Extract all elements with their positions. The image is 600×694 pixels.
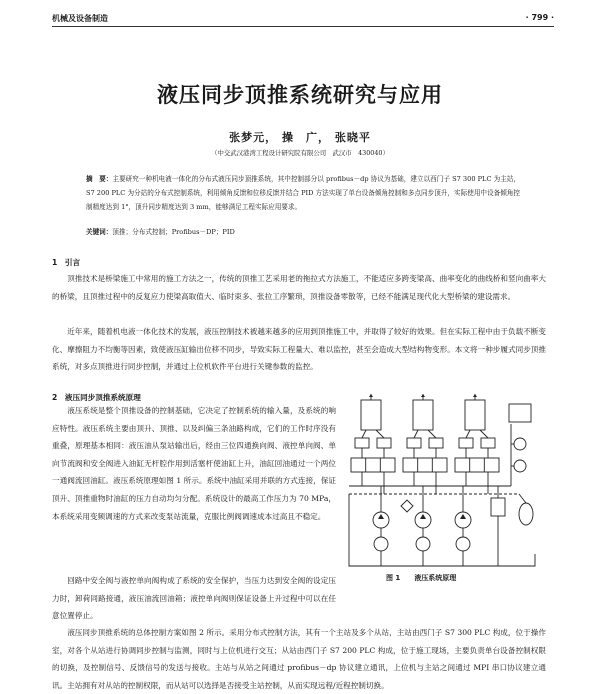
pressure-gauge-2: [514, 460, 526, 472]
check-valve-3: [407, 438, 421, 448]
keywords: [86, 226, 520, 236]
directional-valve-3: [455, 458, 499, 472]
abstract: [86, 172, 520, 214]
filter: [401, 500, 413, 512]
keywords-text: 顶推；分布式控制；Profibus－DP；PID: [112, 228, 235, 236]
principle-paragraph-1: 液压系统是整个顶推设备的控制基础，它决定了控制系统的输入量，及系统的响应特性。液压系统主要由顶升、顶推、以及纠偏三条油路构成，它们的工作时序没有重叠，原理基本相同：液压油从泵站输出后，经由三位四通换向阀、液控单向阀、单向节流阀和安全阀进入油缸无杆腔作用到活塞杆使油缸上升，油缸回油通过一个两位一通阀流回油缸。液压系统原理如图 1 所示。系统中油缸采用并联的方式连接，保证顶升、顶推重物时油缸的压力自动均匀分配。系统设计的最高工作压力为 70 MPa，本系统采用变频调速的方式来改变泵站流量，克服比例阀调速成本过高且不稳定。: [52, 406, 336, 521]
intro-paragraph-2: 近年来，随着机电液一体化技术的发展，液压控制技术被越来越多的应用到顶推施工中，并取得了较好的效果。但在实际工程中由于负载不断变化、摩擦阻力不均衡等因素，致使液压缸输出位移不同步，导致实际工程量大、难以监控，甚至会造成大型结构物变形。本文将一种步履式同步顶推系统，对多点顶推进行同步控制，并通过上位机软件平台进行关键参数的监控。: [52, 327, 546, 371]
oil-tank: [349, 554, 535, 566]
keywords-label: 关键词：: [86, 228, 113, 236]
accumulator: [519, 503, 533, 525]
directional-valve-1: [351, 458, 395, 472]
hydraulic-cylinder-1: [361, 400, 381, 430]
figure-caption-text: 液压系统原理: [414, 574, 457, 582]
header-rule: [52, 26, 554, 27]
motor-1: [374, 537, 388, 551]
journal-name: 机械及设备制造: [52, 14, 108, 23]
hydraulic-cylinder-4: [509, 404, 531, 422]
hydraulic-cylinder-2: [413, 400, 433, 430]
check-valve-6: [481, 438, 495, 448]
hydraulic-schematic-figure: [341, 394, 543, 570]
check-valve-1: [355, 438, 369, 448]
abstract-label: 摘 要：: [86, 175, 113, 183]
motor-3: [456, 537, 470, 551]
paper-title: 液压同步顶推系统研究与应用: [157, 82, 443, 107]
authors: 张梦元， 操 广， 张晓平: [229, 131, 371, 144]
relief-valve: [491, 498, 505, 516]
principle-paragraph-2: 回路中安全阀与液控单向阀构成了系统的安全保护，当压力达到安全阀的设定压力时，卸荷同路接通，液压油流回油箱；液控单向阀则保证设备上升过程中可以在任意位置停止。: [52, 576, 336, 621]
affiliation: （中交武汉港湾工程设计研究院有限公司 武汉市 430040）: [211, 149, 389, 157]
figure-label: 图 1: [386, 574, 401, 582]
intro-paragraph-1: 顶推技术是桥梁施工中常用的施工方法之一，传统的顶推工艺采用老的拖拉式方法施工，不能适应多跨变梁高、曲率变化的曲线桥和竖向曲率大的桥梁，且顶推过程中的反复应力使梁高取值大、临时束多、张拉工序繁琐，顶推设备零散等，已经不能满足现代化大型桥梁的建设需求。: [52, 274, 546, 301]
abstract-text: 主要研究一种机电液一体化的分布式液压同步顶推系统，其中控制部分以 profibus－dp 协议为基础，建立以西门子 S7 300 PLC 为主站，S7 200 PLC 为分站的分布式控制系统，利用倾角反馈和位移反馈并结合 PID 方法实现了单台设备倾角控制和多点同步顶升，实际使用中设备倾角控制精度达到 1°，顶升同步精度达到 3 mm，能够满足工程实际应用要求。: [86, 175, 521, 211]
page-number: · 799 ·: [525, 13, 554, 22]
directional-valve-2: [403, 458, 447, 472]
check-valve-5: [459, 438, 473, 448]
principle-paragraph-3: 液压同步顶推系统的总体控制方案如图 2 所示。采用分布式控制方法，其有一个主站及多个从站，主站由西门子 S7 300 PLC 构成，位于操作室，对各个从站进行协调同步控制与监测，同时与上位机进行交互；从站由西门子 S7 200 PLC 构成，位于施工现场，主要负责单台设备控制权限的切换，及控制信号、反馈信号的发送与接收。主站与从站之间通过 profibus－dp 协议建立通讯，上位机与主站之间通过 MPI 串口协议建立通讯。主站拥有对从站的控制权限，而从站可以选择是否接受主站控制，从而实现远程/近程控制切换。: [52, 628, 546, 690]
pressure-gauge-1: [514, 438, 526, 450]
section-heading-intro: 1 引言: [52, 258, 81, 267]
check-valve-2: [377, 438, 391, 448]
figure-caption: [386, 573, 456, 583]
section-heading-principle: 2 液压同步顶推系统原理: [52, 393, 141, 402]
motor-2: [416, 537, 430, 551]
check-valve-4: [429, 438, 443, 448]
hydraulic-cylinder-3: [465, 400, 485, 430]
